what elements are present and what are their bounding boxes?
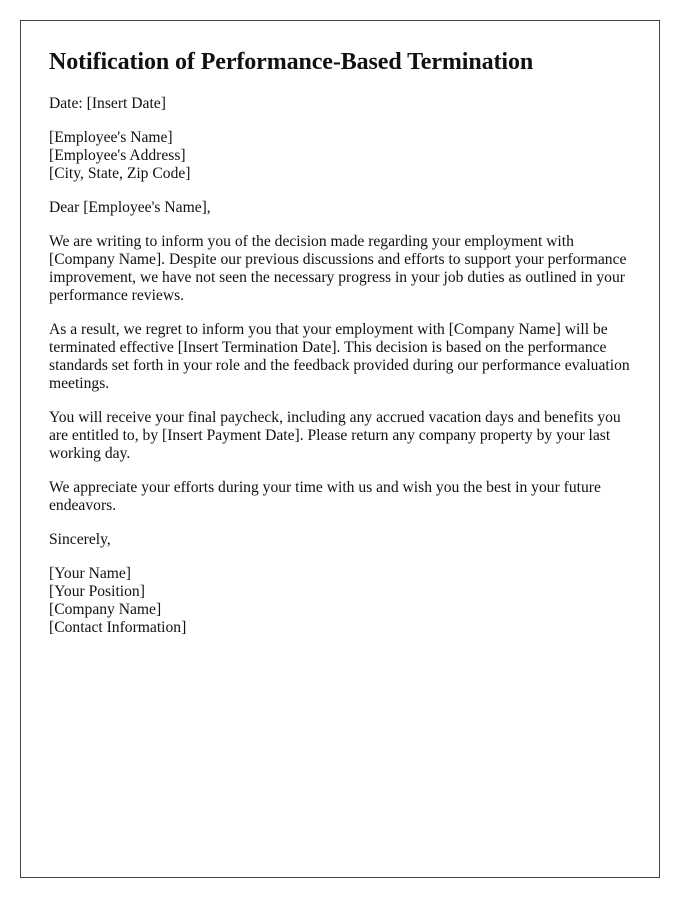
recipient-name: [Employee's Name] [49,129,173,146]
date-line: Date: [Insert Date] [49,95,166,112]
recipient-city-state-zip: [City, State, Zip Code] [49,165,191,182]
salutation: Dear [Employee's Name], [49,199,211,216]
signature-company: [Company Name] [49,601,162,618]
letter-content [49,47,637,653]
signature-name: [Your Name] [49,565,132,582]
signature-contact: [Contact Information] [49,619,187,636]
recipient-block [49,129,637,183]
body-paragraph-4: We appreciate your efforts during your time with us and wish you the best in your future endeavors. [49,479,601,514]
signature-block [49,565,637,637]
body-paragraph-3: You will receive your final paycheck, including any accrued vacation days and benefits you are entitled to, by [Insert Payment Date]. Please return any company property by your last working day. [49,409,621,462]
signature-position: [Your Position] [49,583,145,600]
closing: Sincerely, [49,531,111,548]
recipient-address: [Employee's Address] [49,147,186,164]
letter-page [20,20,660,878]
letter-title: Notification of Performance-Based Termination [49,49,534,75]
body-paragraph-2: As a result, we regret to inform you that your employment with [Company Name] will be terminated effective [Insert Termination Date]. This decision is based on the performance standards set forth in your role and the feedback provided during our performance evaluation meetings. [49,321,630,392]
body-paragraph-1: We are writing to inform you of the decision made regarding your employment with [Company Name]. Despite our previous discussions and efforts to support your performance improvement, we have not seen the necessary progress in your job duties as outlined in your performance reviews. [49,233,627,304]
